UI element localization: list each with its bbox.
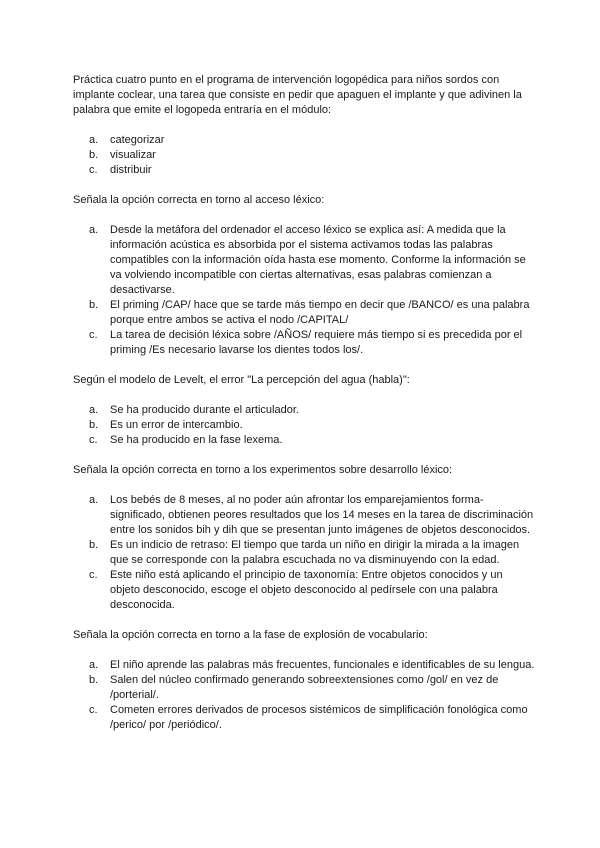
option-text: Es un indicio de retraso: El tiempo que tarda un niño en dirigir la mirada a la imagen que se corresponde con la palabra escuchada no va disminuyendo con la edad. [110,539,520,566]
option-text: visualizar [110,149,156,161]
option-marker: c. [89,164,98,176]
option-text: Cometen errores derivados de procesos sistémicos de simplificación fonológica como /perico/ por /periódico/. [110,704,528,731]
question-stem: Según el modelo de Levelt, el error "La percepción del agua (habla)": [73,374,410,386]
option-c [73,433,535,448]
option-b [73,298,535,328]
option-marker: c. [89,329,98,341]
option-text: El niño aprende las palabras más frecuentes, funcionales e identificables de su lengua. [110,659,535,671]
option-list [73,493,535,613]
option-b [73,673,535,703]
question-3 [73,373,535,448]
option-c [73,328,535,358]
option-list [73,403,535,448]
option-b [73,418,535,433]
option-text: Este niño está aplicando el principio de taxonomía: Entre objetos conocidos y un objeto desconocido, escoge el objeto desconocido al pedírsele con una palabra desconocida. [110,569,503,611]
option-text: distribuir [110,164,152,176]
option-marker: b. [89,674,99,686]
option-list [73,658,535,733]
option-marker: b. [89,299,99,311]
question-4 [73,463,535,613]
option-c [73,703,535,733]
option-text: El priming /CAP/ hace que se tarde más tiempo en decir que /BANCO/ es una palabra porque entre ambos se activa el nodo /CAPITAL/ [110,299,530,326]
option-a [73,223,535,298]
option-a [73,403,535,418]
option-c [73,568,535,613]
option-marker: a. [89,224,99,236]
spacer [73,358,535,373]
option-marker: a. [89,494,99,506]
question-2 [73,193,535,358]
option-text: Los bebés de 8 meses, al no poder aún afrontar los emparejamientos forma-significado, obtienen peores resultados que los 14 meses en la tarea de discriminación entre los sonidos bih y dih que se presentan junto imágenes de objetos desconocidos. [110,494,534,536]
question-stem: Práctica cuatro punto en el programa de intervención logopédica para niños sordos con implante coclear, una tarea que consiste en pedir que apaguen el implante y que adivinen la palabra que emite el logopeda entraría en el módulo: [73,74,522,116]
question-1 [73,73,535,178]
option-text: Salen del núcleo confirmado generando sobreextensiones como /gol/ en vez de /porterial/. [110,674,499,701]
option-marker: c. [89,569,98,581]
option-b [73,148,535,163]
question-5 [73,628,535,733]
option-marker: c. [89,434,98,446]
option-text: Desde la metáfora del ordenador el acceso léxico se explica así: A medida que la información acústica es absorbida por el sistema activamos todas las palabras compatibles con la información oída hasta ese momento. Conforme la información se va volviendo incompatible con ciertas alternativas, esas palabras comienzan a desactivarse. [110,224,526,296]
spacer [73,448,535,463]
spacer [73,178,535,193]
option-marker: c. [89,704,98,716]
spacer [73,613,535,628]
option-c [73,163,535,178]
option-marker: a. [89,659,99,671]
option-text: Es un error de intercambio. [110,419,243,431]
option-list [73,223,535,358]
option-marker: b. [89,149,99,161]
option-b [73,538,535,568]
option-list [73,133,535,178]
question-stem: Señala la opción correcta en torno a los experimentos sobre desarrollo léxico: [73,464,453,476]
option-text: categorizar [110,134,165,146]
question-stem: Señala la opción correcta en torno al acceso léxico: [73,194,325,206]
document-page [73,73,535,733]
option-text: Se ha producido en la fase lexema. [110,434,283,446]
option-marker: b. [89,539,99,551]
option-text: Se ha producido durante el articulador. [110,404,299,416]
option-text: La tarea de decisión léxica sobre /AÑOS/ requiere más tiempo si es precedida por el priming /Es necesario lavarse los dientes todos los/. [110,329,523,356]
option-a [73,133,535,148]
option-marker: b. [89,419,99,431]
option-marker: a. [89,404,99,416]
option-a [73,658,535,673]
option-a [73,493,535,538]
question-stem: Señala la opción correcta en torno a la fase de explosión de vocabulario: [73,629,428,641]
option-marker: a. [89,134,99,146]
